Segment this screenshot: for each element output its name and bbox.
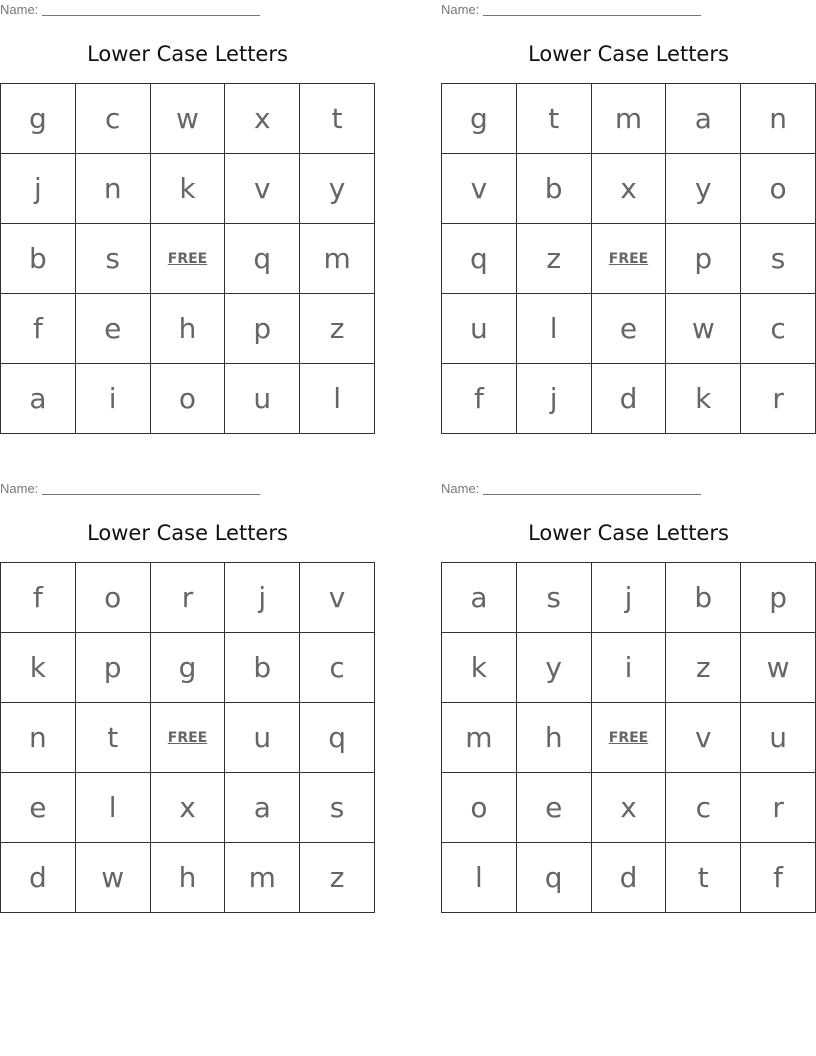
letter-cell: w: [151, 84, 226, 154]
letter-cell: w: [741, 633, 816, 703]
letter-cell: p: [225, 294, 300, 364]
letter-cell: x: [151, 773, 226, 843]
letter-cell: z: [300, 294, 375, 364]
letter-cell: j: [1, 154, 76, 224]
letter-cell: g: [1, 84, 76, 154]
name-underline: [42, 493, 260, 495]
letter-cell: m: [300, 224, 375, 294]
letter-cell: m: [225, 843, 300, 913]
letter-cell: x: [592, 773, 667, 843]
bingo-grid: [441, 83, 816, 434]
name-label: Name:: [441, 481, 480, 496]
letter-cell: k: [442, 633, 517, 703]
free-space-cell: FREE: [151, 224, 226, 294]
letter-cell: x: [225, 84, 300, 154]
letter-cell: a: [225, 773, 300, 843]
letter-cell: y: [666, 154, 741, 224]
letter-cell: q: [300, 703, 375, 773]
letter-cell: f: [1, 563, 76, 633]
letter-cell: e: [1, 773, 76, 843]
letter-cell: w: [666, 294, 741, 364]
letter-cell: u: [741, 703, 816, 773]
letter-cell: l: [442, 843, 517, 913]
card-title: Lower Case Letters: [528, 521, 729, 545]
letter-cell: o: [741, 154, 816, 224]
letter-cell: c: [76, 84, 151, 154]
free-space-cell: FREE: [151, 703, 226, 773]
letter-cell: v: [300, 563, 375, 633]
free-space-cell: FREE: [592, 224, 667, 294]
letter-cell: h: [517, 703, 592, 773]
letter-cell: s: [517, 563, 592, 633]
letter-cell: t: [300, 84, 375, 154]
letter-cell: l: [76, 773, 151, 843]
letter-cell: r: [151, 563, 226, 633]
letter-cell: q: [225, 224, 300, 294]
letter-cell: g: [442, 84, 517, 154]
letter-cell: q: [442, 224, 517, 294]
letter-cell: w: [76, 843, 151, 913]
letter-cell: x: [592, 154, 667, 224]
card-title: Lower Case Letters: [87, 42, 288, 66]
card-title: Lower Case Letters: [87, 521, 288, 545]
letter-cell: k: [151, 154, 226, 224]
free-space-cell: FREE: [592, 703, 667, 773]
name-label: Name:: [441, 2, 480, 17]
letter-cell: k: [1, 633, 76, 703]
letter-cell: h: [151, 843, 226, 913]
letter-cell: n: [76, 154, 151, 224]
name-underline: [42, 14, 260, 16]
letter-cell: z: [300, 843, 375, 913]
letter-cell: c: [741, 294, 816, 364]
letter-cell: s: [741, 224, 816, 294]
letter-cell: t: [76, 703, 151, 773]
letter-cell: c: [666, 773, 741, 843]
letter-cell: p: [666, 224, 741, 294]
name-underline: [483, 14, 701, 16]
letter-cell: r: [741, 364, 816, 434]
letter-cell: b: [666, 563, 741, 633]
letter-cell: z: [517, 224, 592, 294]
letter-cell: k: [666, 364, 741, 434]
letter-cell: u: [442, 294, 517, 364]
letter-cell: i: [76, 364, 151, 434]
letter-cell: c: [300, 633, 375, 703]
letter-cell: u: [225, 703, 300, 773]
letter-cell: j: [225, 563, 300, 633]
letter-cell: f: [741, 843, 816, 913]
letter-cell: t: [517, 84, 592, 154]
name-underline: [483, 493, 701, 495]
letter-cell: p: [76, 633, 151, 703]
letter-cell: u: [225, 364, 300, 434]
bingo-grid: [441, 562, 816, 913]
letter-cell: s: [300, 773, 375, 843]
letter-cell: l: [517, 294, 592, 364]
letter-cell: o: [442, 773, 517, 843]
letter-cell: a: [1, 364, 76, 434]
letter-cell: y: [517, 633, 592, 703]
letter-cell: q: [517, 843, 592, 913]
name-label: Name:: [0, 2, 39, 17]
letter-cell: t: [666, 843, 741, 913]
letter-cell: e: [76, 294, 151, 364]
letter-cell: e: [592, 294, 667, 364]
name-field: [441, 481, 701, 496]
letter-cell: v: [442, 154, 517, 224]
letter-cell: f: [1, 294, 76, 364]
letter-cell: v: [666, 703, 741, 773]
letter-cell: j: [592, 563, 667, 633]
letter-cell: f: [442, 364, 517, 434]
letter-cell: l: [300, 364, 375, 434]
letter-cell: y: [300, 154, 375, 224]
letter-cell: n: [741, 84, 816, 154]
card-title: Lower Case Letters: [528, 42, 729, 66]
bingo-grid: [0, 83, 375, 434]
letter-cell: h: [151, 294, 226, 364]
letter-cell: d: [1, 843, 76, 913]
letter-cell: o: [151, 364, 226, 434]
letter-cell: v: [225, 154, 300, 224]
letter-cell: e: [517, 773, 592, 843]
letter-cell: r: [741, 773, 816, 843]
letter-cell: b: [1, 224, 76, 294]
letter-cell: b: [517, 154, 592, 224]
letter-cell: g: [151, 633, 226, 703]
name-field: [441, 2, 701, 17]
letter-cell: j: [517, 364, 592, 434]
letter-cell: n: [1, 703, 76, 773]
letter-cell: s: [76, 224, 151, 294]
letter-cell: p: [741, 563, 816, 633]
name-field: [0, 481, 260, 496]
letter-cell: d: [592, 843, 667, 913]
letter-cell: m: [592, 84, 667, 154]
letter-cell: z: [666, 633, 741, 703]
name-field: [0, 2, 260, 17]
letter-cell: a: [666, 84, 741, 154]
letter-cell: d: [592, 364, 667, 434]
letter-cell: b: [225, 633, 300, 703]
letter-cell: o: [76, 563, 151, 633]
bingo-grid: [0, 562, 375, 913]
letter-cell: m: [442, 703, 517, 773]
letter-cell: a: [442, 563, 517, 633]
name-label: Name:: [0, 481, 39, 496]
letter-cell: i: [592, 633, 667, 703]
